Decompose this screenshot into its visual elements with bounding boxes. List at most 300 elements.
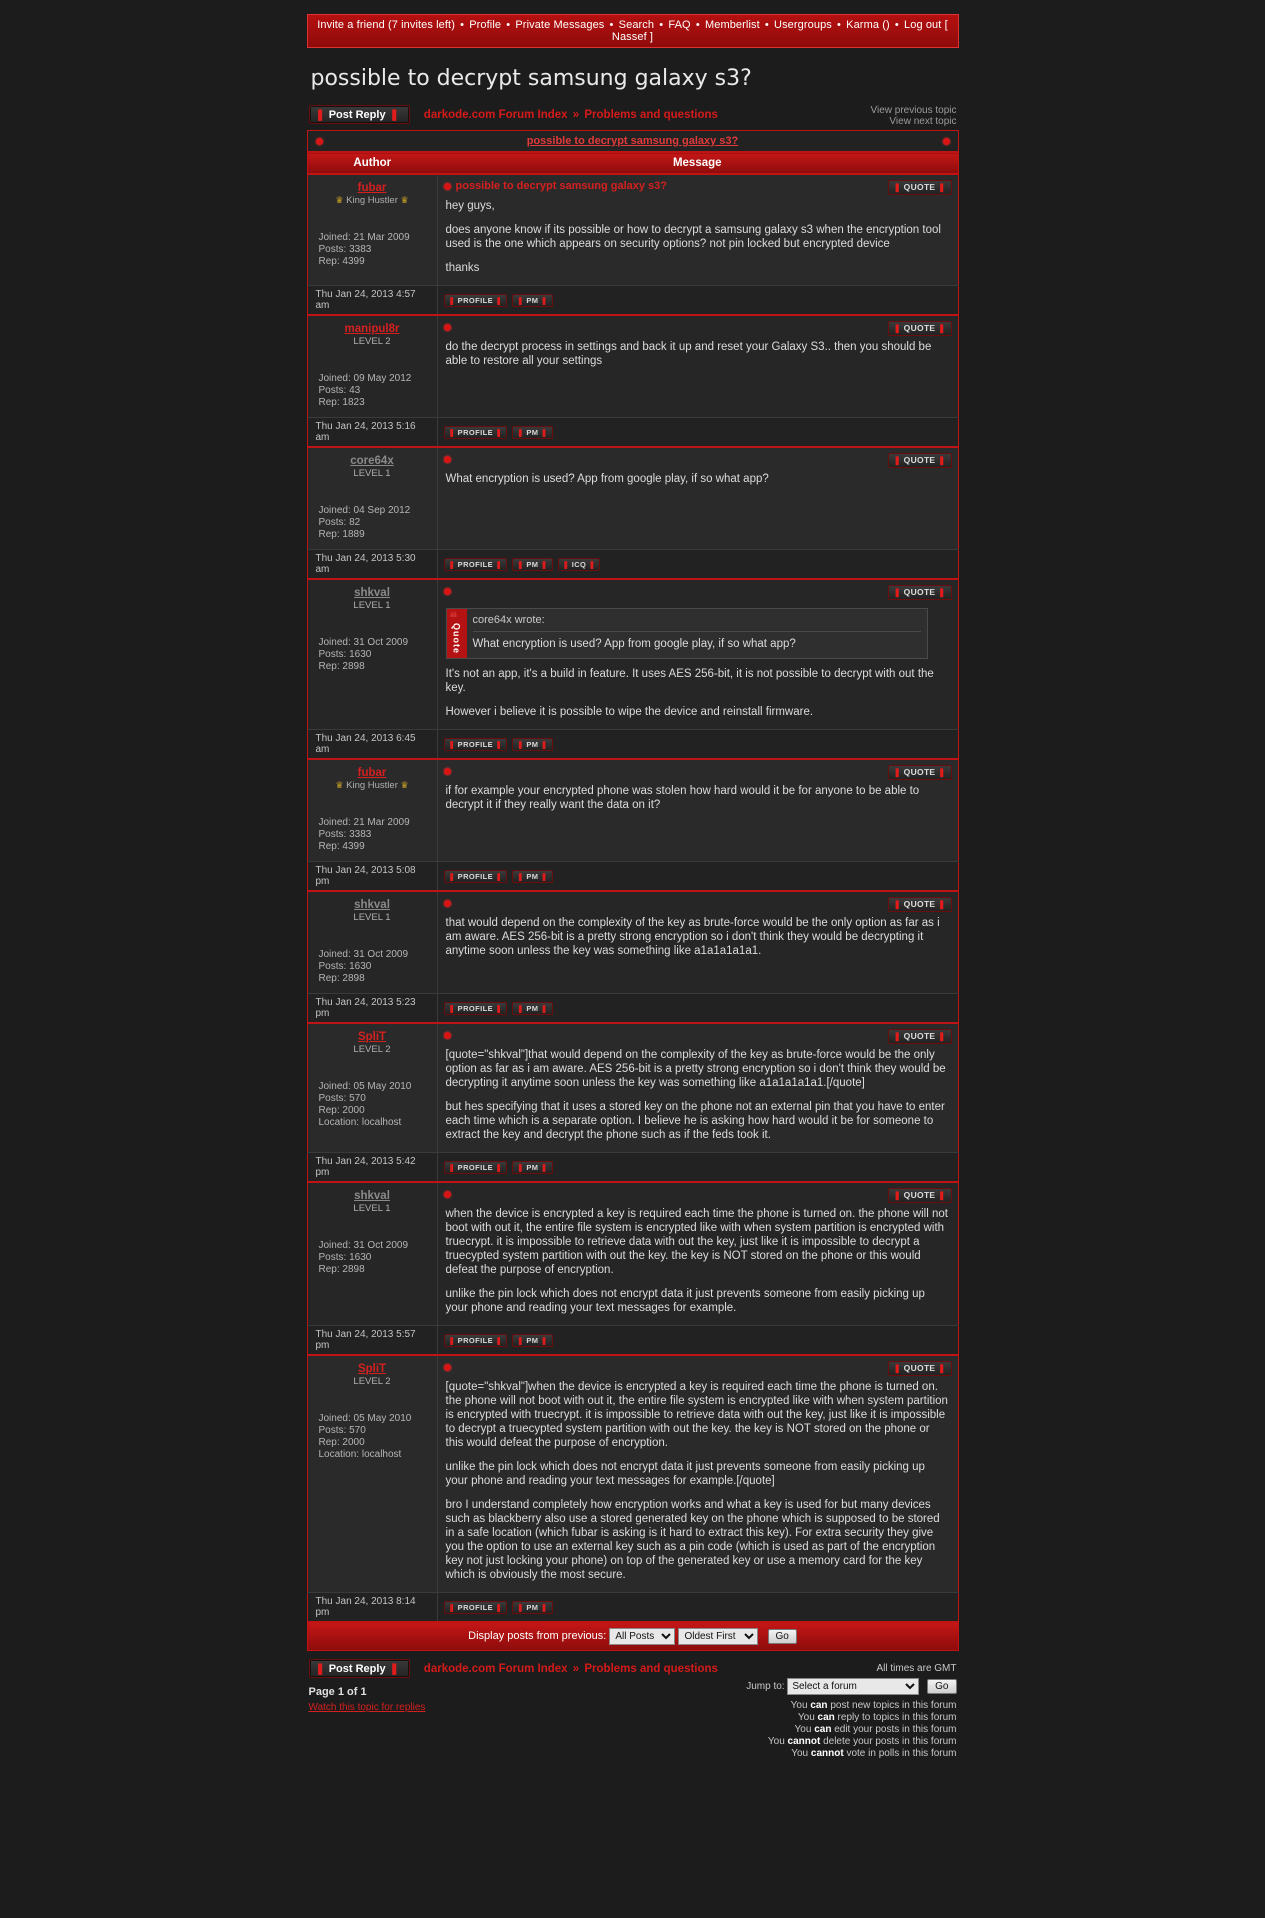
post-body bbox=[438, 1378, 958, 1592]
bang-icon: ❚ bbox=[495, 295, 503, 305]
bang-icon: ❚ bbox=[517, 1602, 524, 1612]
post-footer-row bbox=[307, 286, 958, 316]
author-stats bbox=[312, 373, 433, 409]
quote-button[interactable]: ❚ QUOTE ❚ bbox=[888, 180, 952, 195]
post-paragraph: unlike the pin lock which does not encrypt data it just prevents someone from easily picking up your phone and reading your text messages for example. bbox=[445, 1288, 925, 1314]
topic-link-bar bbox=[308, 131, 958, 152]
post-body bbox=[438, 914, 958, 968]
breadcrumb-forum-link-bottom[interactable]: Problems and questions bbox=[584, 1663, 718, 1675]
pm-button[interactable]: ❚ PM ❚ bbox=[512, 426, 552, 439]
bullet-icon bbox=[444, 1364, 451, 1371]
nav-item-log-out-nassef[interactable]: Log out [ Nassef ] bbox=[611, 19, 948, 43]
author-stat-line: Joined: 04 Sep 2012 bbox=[318, 505, 411, 516]
author-username-link[interactable]: manipul8r bbox=[344, 323, 400, 335]
watch-topic-link[interactable]: Watch this topic for replies bbox=[308, 1702, 426, 1713]
post-paragraph: does anyone know if its possible or how to decrypt a samsung galaxy s3 when the encryption tool used is the one which appears on security options? not pin locked but encrypted device bbox=[445, 224, 941, 250]
post-message-header bbox=[438, 316, 958, 338]
quote-button[interactable]: ❚ QUOTE ❚ bbox=[888, 765, 952, 780]
author-stats bbox=[312, 637, 433, 673]
topic-action-bar bbox=[307, 105, 959, 130]
pm-button[interactable]: ❚ PM ❚ bbox=[512, 558, 552, 571]
post-body bbox=[438, 1205, 958, 1325]
post-date: Thu Jan 24, 2013 8:14 pm bbox=[307, 1593, 437, 1623]
bang-icon: ❚ bbox=[448, 1335, 456, 1345]
post-author-cell bbox=[307, 759, 437, 862]
nav-separator: • bbox=[761, 19, 773, 31]
author-username-link[interactable]: shkval bbox=[354, 1190, 390, 1202]
nav-item-memberlist[interactable]: Memberlist bbox=[704, 19, 760, 31]
post-button-group bbox=[444, 1601, 952, 1614]
author-stat-line: Joined: 05 May 2010 bbox=[318, 1081, 412, 1092]
bang-icon: ❚ bbox=[495, 559, 503, 569]
post-message-header bbox=[438, 448, 958, 470]
author-rank: ♛ King Hustler ♛ bbox=[335, 780, 409, 791]
posts-sort-select[interactable] bbox=[678, 1628, 758, 1645]
display-posts-label: Display posts from previous: bbox=[468, 1630, 607, 1642]
post-footer-row bbox=[307, 994, 958, 1024]
author-stat-line: Posts: 1630 bbox=[318, 1252, 372, 1263]
forum-container bbox=[307, 0, 959, 1788]
crown-icon: ♛ bbox=[335, 195, 344, 205]
author-stat-line: Location: localhost bbox=[318, 1117, 402, 1128]
author-stat-line: Posts: 570 bbox=[318, 1093, 366, 1104]
author-stat-line: Posts: 43 bbox=[318, 385, 361, 396]
bang-icon: ❚ bbox=[517, 871, 524, 881]
bang-icon: ❚ bbox=[495, 739, 503, 749]
permission-line: You can post new topics in this forum bbox=[790, 1700, 957, 1711]
bullet-icon bbox=[444, 900, 451, 907]
author-stat-line: Posts: 1630 bbox=[318, 961, 372, 972]
nav-item-profile[interactable]: Profile bbox=[469, 19, 502, 31]
bang-icon: ❚ bbox=[938, 182, 946, 192]
post-button-group bbox=[444, 1334, 952, 1347]
pm-button[interactable]: ❚ PM ❚ bbox=[512, 738, 552, 751]
post-reply-button-top[interactable] bbox=[309, 105, 410, 124]
bullet-icon bbox=[444, 456, 451, 463]
author-stat-line: Location: localhost bbox=[318, 1449, 402, 1460]
author-stats bbox=[312, 949, 433, 985]
breadcrumb-forum-link[interactable]: Problems and questions bbox=[584, 109, 718, 121]
permission-modal: can bbox=[810, 1700, 828, 1711]
permission-line: You can edit your posts in this forum bbox=[794, 1724, 957, 1735]
posts-table bbox=[307, 152, 959, 1623]
nav-item-private-messages[interactable]: Private Messages bbox=[515, 19, 605, 31]
author-stats bbox=[312, 232, 433, 268]
post-author-cell bbox=[307, 174, 437, 286]
nav-item-usergroups[interactable]: Usergroups bbox=[774, 19, 832, 31]
author-rank: LEVEL 1 bbox=[353, 1203, 391, 1214]
jump-to-label: Jump to: bbox=[746, 1681, 785, 1692]
author-username-link[interactable]: SpliT bbox=[357, 1363, 387, 1375]
breadcrumb bbox=[424, 105, 718, 121]
profile-button[interactable]: ❚ PROFILE ❚ bbox=[444, 1002, 508, 1015]
display-posts-go-button[interactable]: Go bbox=[768, 1629, 797, 1644]
author-rank: LEVEL 2 bbox=[353, 1376, 391, 1387]
post-date: Thu Jan 24, 2013 5:57 pm bbox=[307, 1326, 437, 1356]
post-paragraph: if for example your encrypted phone was stolen how hard would it be for anyone to be able to decrypt it if they really want the data on it? bbox=[445, 785, 920, 811]
permission-modal: can bbox=[814, 1724, 832, 1735]
post-row bbox=[307, 1182, 958, 1326]
nav-separator: • bbox=[833, 19, 845, 31]
bang-icon: ❚ bbox=[517, 427, 524, 437]
post-row bbox=[307, 174, 958, 286]
author-username-link[interactable]: SpliT bbox=[357, 1031, 387, 1043]
bang-icon: ❚ bbox=[495, 427, 503, 437]
post-body bbox=[438, 1046, 958, 1152]
quote-text: What encryption is used? App from google play, if so what app? bbox=[473, 631, 921, 651]
nav-separator: • bbox=[891, 19, 903, 31]
posts-filter-select[interactable] bbox=[609, 1628, 675, 1645]
post-message-cell bbox=[437, 1182, 958, 1326]
bang-icon: ❚ bbox=[893, 1190, 902, 1200]
bullet-icon bbox=[444, 768, 451, 775]
bang-icon: ❚ bbox=[938, 767, 946, 777]
post-paragraph: but hes specifying that it uses a stored key on the phone not an external pin that you have to enter each time which is a separate option. I believe he is asking how hard would it be for someone to extract the key and decrypt the phone such as if the feds took it. bbox=[445, 1101, 945, 1141]
author-stat-line: Rep: 1823 bbox=[318, 397, 365, 408]
post-buttons-cell bbox=[437, 1593, 958, 1623]
post-date: Thu Jan 24, 2013 5:08 pm bbox=[307, 862, 437, 892]
timezone-label: All times are GMT bbox=[876, 1663, 957, 1674]
author-stat-line: Posts: 3383 bbox=[318, 829, 372, 840]
display-posts-bar bbox=[307, 1623, 959, 1651]
post-message-header bbox=[438, 892, 958, 914]
column-header-author: Author bbox=[307, 153, 437, 175]
pm-button[interactable]: ❚ PM ❚ bbox=[512, 1334, 552, 1347]
profile-button[interactable]: ❚ PROFILE ❚ bbox=[444, 1161, 508, 1174]
bang-icon: ❚ bbox=[938, 455, 946, 465]
table-header-row bbox=[307, 153, 958, 175]
post-row bbox=[307, 447, 958, 550]
bang-icon: ❚ bbox=[893, 182, 902, 192]
forum-permissions bbox=[746, 1700, 956, 1760]
quote-mark-icon: ❝ bbox=[449, 609, 458, 625]
jump-to-area bbox=[746, 1678, 956, 1760]
bang-icon: ❚ bbox=[562, 559, 570, 569]
author-stat-line: Rep: 1889 bbox=[318, 529, 365, 540]
post-footer-row bbox=[307, 730, 958, 760]
author-stat-line: Rep: 4399 bbox=[318, 256, 365, 267]
post-buttons-cell bbox=[437, 994, 958, 1024]
quote-button[interactable]: ❚ QUOTE ❚ bbox=[888, 585, 952, 600]
bang-icon: ❚ bbox=[389, 109, 399, 121]
post-date: Thu Jan 24, 2013 5:16 am bbox=[307, 418, 437, 448]
post-paragraph: do the decrypt process in settings and back it up and reset your Galaxy S3.. then you should be able to restore all your settings bbox=[445, 341, 932, 367]
post-body bbox=[438, 782, 958, 822]
profile-button[interactable]: ❚ PROFILE ❚ bbox=[444, 738, 508, 751]
author-username-link[interactable]: shkval bbox=[354, 587, 390, 599]
jump-to-go-button[interactable]: Go bbox=[927, 1679, 956, 1694]
bang-icon: ❚ bbox=[495, 871, 503, 881]
post-message-cell bbox=[437, 174, 958, 286]
breadcrumb-arrow: » bbox=[572, 109, 580, 121]
author-stat-line: Rep: 2898 bbox=[318, 1264, 365, 1275]
bang-icon: ❚ bbox=[517, 559, 524, 569]
bang-icon: ❚ bbox=[938, 323, 946, 333]
author-stat-line: Joined: 31 Oct 2009 bbox=[318, 949, 409, 960]
quote-button[interactable]: ❚ QUOTE ❚ bbox=[888, 453, 952, 468]
quote-button[interactable]: ❚ QUOTE ❚ bbox=[888, 1029, 952, 1044]
author-stat-line: Joined: 21 Mar 2009 bbox=[318, 232, 410, 243]
post-body bbox=[438, 470, 958, 496]
post-message-cell bbox=[437, 891, 958, 994]
post-message-cell bbox=[437, 315, 958, 418]
bang-icon: ❚ bbox=[938, 1031, 946, 1041]
post-button-group bbox=[444, 426, 952, 439]
author-rank: LEVEL 1 bbox=[353, 600, 391, 611]
post-body bbox=[438, 197, 958, 285]
icq-button[interactable]: ❚ ICQ ❚ bbox=[558, 558, 601, 571]
bang-icon: ❚ bbox=[540, 559, 548, 569]
post-message-cell bbox=[437, 1355, 958, 1593]
post-paragraph: [quote="shkval"]that would depend on the complexity of the key as brute-force would be the only option as far as i am aware. AES 256-bit is a pretty strong encryption so i don't think they would be decrypting it anytime soon unless the key was something like a1a1a1a1a1.[/quote] bbox=[445, 1049, 946, 1089]
author-stat-line: Posts: 570 bbox=[318, 1425, 366, 1436]
bang-icon: ❚ bbox=[588, 559, 596, 569]
author-rank: LEVEL 2 bbox=[353, 1044, 391, 1055]
author-rank: LEVEL 1 bbox=[353, 912, 391, 923]
crown-icon: ♛ bbox=[400, 195, 409, 205]
bang-icon: ❚ bbox=[938, 1363, 946, 1373]
post-date: Thu Jan 24, 2013 5:30 am bbox=[307, 550, 437, 580]
post-date: Thu Jan 24, 2013 6:45 am bbox=[307, 730, 437, 760]
nav-item-invite-a-friend-7-invites-left[interactable]: Invite a friend (7 invites left) bbox=[317, 19, 455, 31]
view-previous-topic-link[interactable]: View previous topic bbox=[870, 105, 957, 116]
crown-icon: ♛ bbox=[400, 780, 409, 790]
post-author-cell bbox=[307, 1182, 437, 1326]
bang-icon: ❚ bbox=[495, 1602, 503, 1612]
post-message-cell bbox=[437, 759, 958, 862]
profile-button[interactable]: ❚ PROFILE ❚ bbox=[444, 294, 508, 307]
post-footer-row bbox=[307, 1153, 958, 1183]
author-stat-line: Joined: 31 Oct 2009 bbox=[318, 637, 409, 648]
bang-icon: ❚ bbox=[448, 871, 456, 881]
bullet-icon bbox=[943, 138, 950, 145]
profile-button[interactable]: ❚ PROFILE ❚ bbox=[444, 870, 508, 883]
bullet-icon bbox=[444, 183, 451, 190]
permission-modal: cannot bbox=[787, 1736, 821, 1747]
bang-icon: ❚ bbox=[495, 1162, 503, 1172]
author-username-link[interactable]: shkval bbox=[354, 899, 390, 911]
post-paragraph: bro I understand completely how encryption works and what a key is used for but many devices such as blackberry also use a stored generated key on the phone which is supposed to be stored in a safe location (which fubar is asking is it hard to extract this key). For extra security they give you the option to use an external key such as a pin code (which is used as part of the encryption key not just locking your phone) on top of the generated key or use a memory card for the key which is obviously the most secure. bbox=[445, 1499, 940, 1581]
bang-icon: ❚ bbox=[517, 1162, 524, 1172]
post-button-group bbox=[444, 738, 952, 751]
profile-button[interactable]: ❚ PROFILE ❚ bbox=[444, 1601, 508, 1614]
post-row bbox=[307, 579, 958, 730]
bang-icon: ❚ bbox=[448, 1602, 456, 1612]
post-author-cell bbox=[307, 315, 437, 418]
post-row bbox=[307, 315, 958, 418]
post-message-cell bbox=[437, 579, 958, 730]
post-paragraph: However i believe it is possible to wipe the device and reinstall firmware. bbox=[445, 706, 814, 718]
bang-icon: ❚ bbox=[448, 559, 456, 569]
bang-icon: ❚ bbox=[315, 109, 325, 121]
pm-button[interactable]: ❚ PM ❚ bbox=[512, 1601, 552, 1614]
pm-button[interactable]: ❚ PM ❚ bbox=[512, 1002, 552, 1015]
bang-icon: ❚ bbox=[893, 587, 902, 597]
post-message-cell bbox=[437, 447, 958, 550]
post-reply-label: Post Reply bbox=[328, 108, 386, 121]
post-message-header bbox=[438, 580, 958, 602]
bang-icon: ❚ bbox=[893, 323, 902, 333]
bang-icon: ❚ bbox=[893, 1031, 902, 1041]
breadcrumb-bottom bbox=[424, 1659, 718, 1675]
post-reply-button-bottom[interactable] bbox=[309, 1659, 410, 1678]
post-buttons-cell bbox=[437, 286, 958, 316]
author-stats bbox=[312, 1413, 433, 1461]
bang-icon: ❚ bbox=[517, 1335, 524, 1345]
pm-button[interactable]: ❚ PM ❚ bbox=[512, 1161, 552, 1174]
post-body bbox=[438, 338, 958, 378]
permission-line: You can reply to topics in this forum bbox=[797, 1712, 957, 1723]
profile-button[interactable]: ❚ PROFILE ❚ bbox=[444, 426, 508, 439]
posts-body bbox=[307, 174, 958, 1622]
page-indicator: Page 1 of 1 bbox=[308, 1686, 367, 1698]
bullet-icon bbox=[316, 138, 323, 145]
bullet-icon bbox=[444, 1191, 451, 1198]
post-message-header bbox=[438, 1183, 958, 1205]
post-paragraph: [quote="shkval"]when the device is encrypted a key is required each time the phone is turned on. the phone will not boot with out it, the entire file system is encrypted like with when system partition is encrypted with truecrypt. it is impossible to retrieve data with out the key, just like it is impossible to decrypt a truecypted system partition with out the key. the key is NOT stored on the phone or this would defeat the purpose of encryption. bbox=[445, 1381, 948, 1449]
topic-link-bar-wrapper bbox=[307, 130, 959, 152]
profile-button[interactable]: ❚ PROFILE ❚ bbox=[444, 1334, 508, 1347]
post-author-cell bbox=[307, 1355, 437, 1593]
top-navigation bbox=[307, 14, 959, 48]
page-title: possible to decrypt samsung galaxy s3? bbox=[310, 66, 752, 91]
author-stat-line: Posts: 1630 bbox=[318, 649, 372, 660]
bang-icon: ❚ bbox=[540, 1335, 548, 1345]
post-paragraph: It's not an app, it's a build in feature. It uses AES 256-bit, it is not possible to decrypt with out the key. bbox=[445, 668, 934, 694]
post-paragraph: when the device is encrypted a key is required each time the phone is turned on. the phone will not boot with out it, the entire file system is encrypted like with when system partition is encrypted with truecrypt. it is impossible to retrieve data with out the key, just like it is impossible to decrypt a truecypted system partition with out the key. the key is NOT stored on the phone or this would defeat the purpose of encryption. bbox=[445, 1208, 948, 1276]
nav-item-search[interactable]: Search bbox=[618, 19, 655, 31]
bang-icon: ❚ bbox=[540, 1162, 548, 1172]
post-paragraph: that would depend on the complexity of the key as brute-force would be the only option as far as i am aware. AES 256-bit is a pretty strong encryption so i don't think they would be decrypting it anytime soon unless the key was something like a1a1a1a1a1. bbox=[445, 917, 940, 957]
author-rank: ♛ King Hustler ♛ bbox=[335, 195, 409, 206]
post-button-group bbox=[444, 1161, 952, 1174]
author-username-link[interactable]: core64x bbox=[350, 455, 394, 467]
author-rank: LEVEL 1 bbox=[353, 468, 391, 479]
quote-author: core64x wrote: bbox=[472, 614, 545, 626]
author-stat-line: Posts: 82 bbox=[318, 517, 361, 528]
post-buttons-cell bbox=[437, 418, 958, 448]
author-rank: LEVEL 2 bbox=[353, 336, 391, 347]
nav-separator: • bbox=[503, 19, 514, 31]
bang-icon: ❚ bbox=[448, 739, 456, 749]
pm-button[interactable]: ❚ PM ❚ bbox=[512, 870, 552, 883]
post-button-group bbox=[444, 294, 952, 307]
author-stat-line: Joined: 05 May 2010 bbox=[318, 1413, 412, 1424]
bang-icon: ❚ bbox=[893, 1363, 902, 1373]
nav-separator: • bbox=[656, 19, 667, 31]
author-stat-line: Joined: 09 May 2012 bbox=[318, 373, 412, 384]
quote-body bbox=[467, 609, 927, 658]
author-stat-line: Rep: 2000 bbox=[318, 1105, 365, 1116]
quote-sidebar bbox=[447, 609, 467, 658]
bang-icon: ❚ bbox=[448, 295, 456, 305]
view-next-topic-link[interactable]: View next topic bbox=[889, 116, 957, 127]
author-stats bbox=[312, 505, 433, 541]
post-reply-label-bottom: Post Reply bbox=[328, 1662, 386, 1675]
bang-icon: ❚ bbox=[389, 1663, 399, 1675]
post-footer-row bbox=[307, 1326, 958, 1356]
post-buttons-cell bbox=[437, 1153, 958, 1183]
bang-icon: ❚ bbox=[448, 1003, 456, 1013]
nav-separator: • bbox=[606, 19, 617, 31]
quote-button[interactable]: ❚ QUOTE ❚ bbox=[888, 321, 952, 336]
post-footer-row bbox=[307, 418, 958, 448]
post-row bbox=[307, 891, 958, 994]
bottom-info-zone bbox=[307, 1678, 959, 1788]
post-date: Thu Jan 24, 2013 5:42 pm bbox=[307, 1153, 437, 1183]
permission-modal: can bbox=[817, 1712, 835, 1723]
author-stat-line: Joined: 31 Oct 2009 bbox=[318, 1240, 409, 1251]
nav-item-karma[interactable]: Karma () bbox=[846, 19, 890, 31]
post-subject: possible to decrypt samsung galaxy s3? bbox=[455, 180, 668, 192]
bang-icon: ❚ bbox=[495, 1003, 503, 1013]
post-footer-row bbox=[307, 862, 958, 892]
post-message-header bbox=[438, 1356, 958, 1378]
quote-button[interactable]: ❚ QUOTE ❚ bbox=[888, 1188, 952, 1203]
post-date: Thu Jan 24, 2013 4:57 am bbox=[307, 286, 437, 316]
quote-button[interactable]: ❚ QUOTE ❚ bbox=[888, 897, 952, 912]
profile-button[interactable]: ❚ PROFILE ❚ bbox=[444, 558, 508, 571]
author-stats bbox=[312, 817, 433, 853]
pm-button[interactable]: ❚ PM ❚ bbox=[512, 294, 552, 307]
bang-icon: ❚ bbox=[540, 427, 548, 437]
bang-icon: ❚ bbox=[540, 1602, 548, 1612]
author-stats bbox=[312, 1081, 433, 1129]
bang-icon: ❚ bbox=[938, 1190, 946, 1200]
breadcrumb-index-link[interactable]: darkode.com Forum Index bbox=[423, 109, 568, 121]
jump-to-select[interactable] bbox=[787, 1678, 919, 1695]
bang-icon: ❚ bbox=[893, 899, 902, 909]
bang-icon: ❚ bbox=[448, 1162, 456, 1172]
permission-modal: cannot bbox=[810, 1748, 844, 1759]
bottom-action-bar bbox=[307, 1651, 959, 1678]
bang-icon: ❚ bbox=[495, 1335, 503, 1345]
post-buttons-cell bbox=[437, 730, 958, 760]
bang-icon: ❚ bbox=[540, 871, 548, 881]
post-button-group bbox=[444, 870, 952, 883]
bang-icon: ❚ bbox=[517, 739, 524, 749]
bang-icon: ❚ bbox=[938, 899, 946, 909]
bullet-icon bbox=[444, 324, 451, 331]
post-paragraph: thanks bbox=[445, 262, 480, 274]
post-footer-row bbox=[307, 550, 958, 580]
bang-icon: ❚ bbox=[315, 1663, 325, 1675]
quote-button[interactable]: ❚ QUOTE ❚ bbox=[888, 1361, 952, 1376]
bang-icon: ❚ bbox=[540, 739, 548, 749]
post-date: Thu Jan 24, 2013 5:23 pm bbox=[307, 994, 437, 1024]
post-row bbox=[307, 1023, 958, 1153]
author-username-link[interactable]: fubar bbox=[357, 182, 387, 194]
topic-link[interactable]: possible to decrypt samsung galaxy s3? bbox=[526, 135, 739, 147]
breadcrumb-index-link-bottom[interactable]: darkode.com Forum Index bbox=[423, 1663, 568, 1675]
author-stats bbox=[312, 1240, 433, 1276]
author-stat-line: Rep: 2898 bbox=[318, 973, 365, 984]
post-footer-row bbox=[307, 1593, 958, 1623]
post-row bbox=[307, 1355, 958, 1593]
author-stat-line: Posts: 3383 bbox=[318, 244, 372, 255]
author-username-link[interactable]: fubar bbox=[357, 767, 387, 779]
bang-icon: ❚ bbox=[448, 427, 456, 437]
bullet-icon bbox=[444, 588, 451, 595]
breadcrumb-arrow-bottom: » bbox=[572, 1663, 580, 1675]
post-buttons-cell bbox=[437, 1326, 958, 1356]
bang-icon: ❚ bbox=[540, 295, 548, 305]
author-stat-line: Rep: 4399 bbox=[318, 841, 365, 852]
bang-icon: ❚ bbox=[540, 1003, 548, 1013]
post-buttons-cell bbox=[437, 862, 958, 892]
nav-item-faq[interactable]: FAQ bbox=[668, 19, 691, 31]
quote-block bbox=[446, 608, 928, 659]
